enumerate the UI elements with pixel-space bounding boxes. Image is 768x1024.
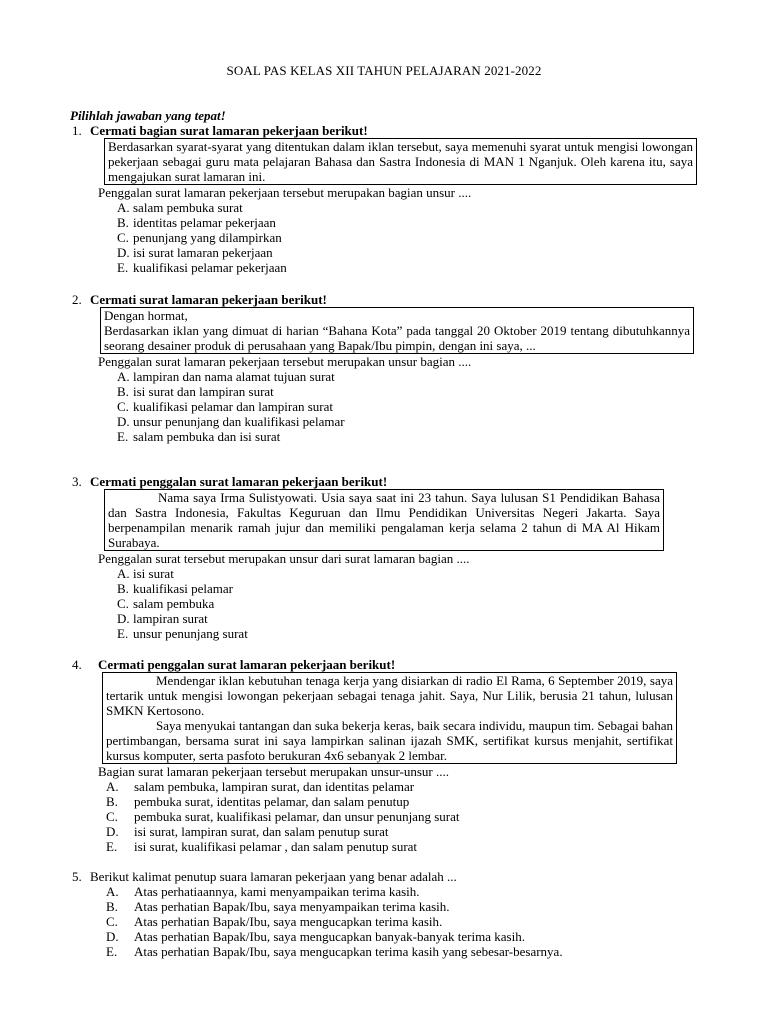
question-stem: Cermati penggalan surat lamaran pekerjaan berikut! xyxy=(90,474,388,489)
passage-box xyxy=(104,489,664,551)
options-list xyxy=(117,200,712,275)
option-d[interactable]: D. unsur penunjang dan kualifikasi pelamar xyxy=(117,414,345,429)
options-list xyxy=(117,369,712,444)
option-c[interactable]: C. kualifikasi pelamar dan lampiran surat xyxy=(117,399,333,414)
question-text: Penggalan surat lamaran pekerjaan tersebut merupakan unsur bagian .... xyxy=(98,354,472,369)
passage-text: Mendengar iklan kebutuhan tenaga kerja yang disiarkan di radio El Rama, 6 September 2019, saya tertarik untuk mengisi lowongan pekerjaan sebagai tenaga jahit. Saya, Nur Lilik, berusia 21 tahun, lulusan SMKN Kertosono. xyxy=(106,673,673,718)
question-number: 5. xyxy=(72,869,82,884)
question-stem: Cermati penggalan surat lamaran pekerjaan berikut! xyxy=(98,657,396,672)
question-text: Penggalan surat lamaran pekerjaan tersebut merupakan bagian unsur .... xyxy=(98,185,472,200)
passage-text: Berdasarkan syarat-syarat yang ditentukan dalam iklan tersebut, saya memenuhi syarat untuk mengisi lowongan pekerjaan sebagai guru mata pelajaran Bahasa dan Sastra Indonesia di MAN 1 Nganjuk. Oleh karena itu, saya mengajukan surat lamaran ini. xyxy=(108,139,693,184)
question-1 xyxy=(72,123,712,275)
question-5 xyxy=(72,869,712,959)
question-text: Bagian surat lamaran pekerjaan tersebut merupakan unsur-unsur .... xyxy=(98,764,449,779)
option-e[interactable]: E. Atas perhatian Bapak/Ibu, saya mengucapkan terima kasih yang sebesar-besarnya. xyxy=(106,944,563,959)
question-number: 1. xyxy=(72,123,82,138)
option-d[interactable]: D. Atas perhatian Bapak/Ibu, saya mengucapkan banyak-banyak terima kasih. xyxy=(106,929,525,944)
passage-box xyxy=(104,138,697,185)
passage-box xyxy=(102,672,677,764)
passage-text: Saya menyukai tantangan dan suka bekerja keras, baik secara individu, maupun tim. Sebagai bahan pertimbangan, bersama surat ini saya lampirkan salinan ijazah SMK, sertifikat kursus menjahit, sertifikat kursus komputer, serta pasfoto berukuran 4x6 sebanyak 2 lembar. xyxy=(106,718,673,763)
option-e[interactable]: E. unsur penunjang surat xyxy=(117,626,248,641)
option-e[interactable]: E. isi surat, kualifikasi pelamar , dan salam penutup surat xyxy=(106,839,418,854)
option-e[interactable]: E. salam pembuka dan isi surat xyxy=(117,429,281,444)
question-3 xyxy=(72,474,712,641)
option-c[interactable]: C. Atas perhatian Bapak/Ibu, saya mengucapkan terima kasih. xyxy=(106,914,443,929)
option-a[interactable]: A. Atas perhatiaannya, kami menyampaikan terima kasih. xyxy=(106,884,420,899)
option-b[interactable]: B. identitas pelamar pekerjaan xyxy=(117,215,276,230)
option-d[interactable]: D. lampiran surat xyxy=(117,611,208,626)
question-4 xyxy=(72,657,712,854)
instruction: Pilihlah jawaban yang tepat! xyxy=(70,108,226,123)
question-number: 4. xyxy=(72,657,82,672)
page-title: SOAL PAS KELAS XII TAHUN PELAJARAN 2021-2022 xyxy=(226,63,542,78)
option-c[interactable]: C. salam pembuka xyxy=(117,596,215,611)
question-stem: Berikut kalimat penutup suara lamaran pekerjaan yang benar adalah ... xyxy=(90,869,457,884)
passage-text: Nama saya Irma Sulistyowati. Usia saya saat ini 23 tahun. Saya lulusan S1 Pendidikan Bahasa dan Sastra Indonesia, Fakultas Keguruan dan Ilmu Pendidikan Universitas Negeri Jakarta. Saya berpenampilan menarik ramah jujur dan memiliki pengalaman kerja selama 2 tahun di MA Al Hikam Surabaya. xyxy=(108,490,660,550)
options-list xyxy=(106,884,712,959)
option-b[interactable]: B. kualifikasi pelamar xyxy=(117,581,233,596)
option-a[interactable]: A. isi surat xyxy=(117,566,174,581)
question-stem: Cermati bagian surat lamaran pekerjaan berikut! xyxy=(90,123,368,138)
options-list xyxy=(106,779,712,854)
question-number: 2. xyxy=(72,292,82,307)
option-b[interactable]: B. Atas perhatian Bapak/Ibu, saya menyampaikan terima kasih. xyxy=(106,899,450,914)
option-c[interactable]: C. pembuka surat, kualifikasi pelamar, dan unsur penunjang surat xyxy=(106,809,460,824)
options-list xyxy=(117,566,712,641)
option-d[interactable]: D. isi surat lamaran pekerjaan xyxy=(117,245,273,260)
question-stem: Cermati surat lamaran pekerjaan berikut! xyxy=(90,292,327,307)
question-number: 3. xyxy=(72,474,82,489)
question-text: Penggalan surat tersebut merupakan unsur dari surat lamaran bagian .... xyxy=(98,551,470,566)
passage-box xyxy=(100,307,694,354)
option-d[interactable]: D. isi surat, lampiran surat, dan salam penutup surat xyxy=(106,824,389,839)
option-b[interactable]: B. pembuka surat, identitas pelamar, dan salam penutup xyxy=(106,794,410,809)
option-e[interactable]: E. kualifikasi pelamar pekerjaan xyxy=(117,260,287,275)
option-c[interactable]: C. penunjang yang dilampirkan xyxy=(117,230,282,245)
passage-text: Berdasarkan iklan yang dimuat di harian “Bahana Kota” pada tanggal 20 Oktober 2019 tentang dibutuhkannya seorang desainer produk di perusahaan yang Bapak/Ibu pimpin, dengan ini saya, ... xyxy=(104,323,690,353)
option-a[interactable]: A. salam pembuka, lampiran surat, dan identitas pelamar xyxy=(106,779,415,794)
option-a[interactable]: A. salam pembuka surat xyxy=(117,200,243,215)
passage-text: Dengan hormat, xyxy=(104,308,188,323)
option-b[interactable]: B. isi surat dan lampiran surat xyxy=(117,384,274,399)
question-2 xyxy=(72,292,712,444)
option-a[interactable]: A. lampiran dan nama alamat tujuan surat xyxy=(117,369,335,384)
